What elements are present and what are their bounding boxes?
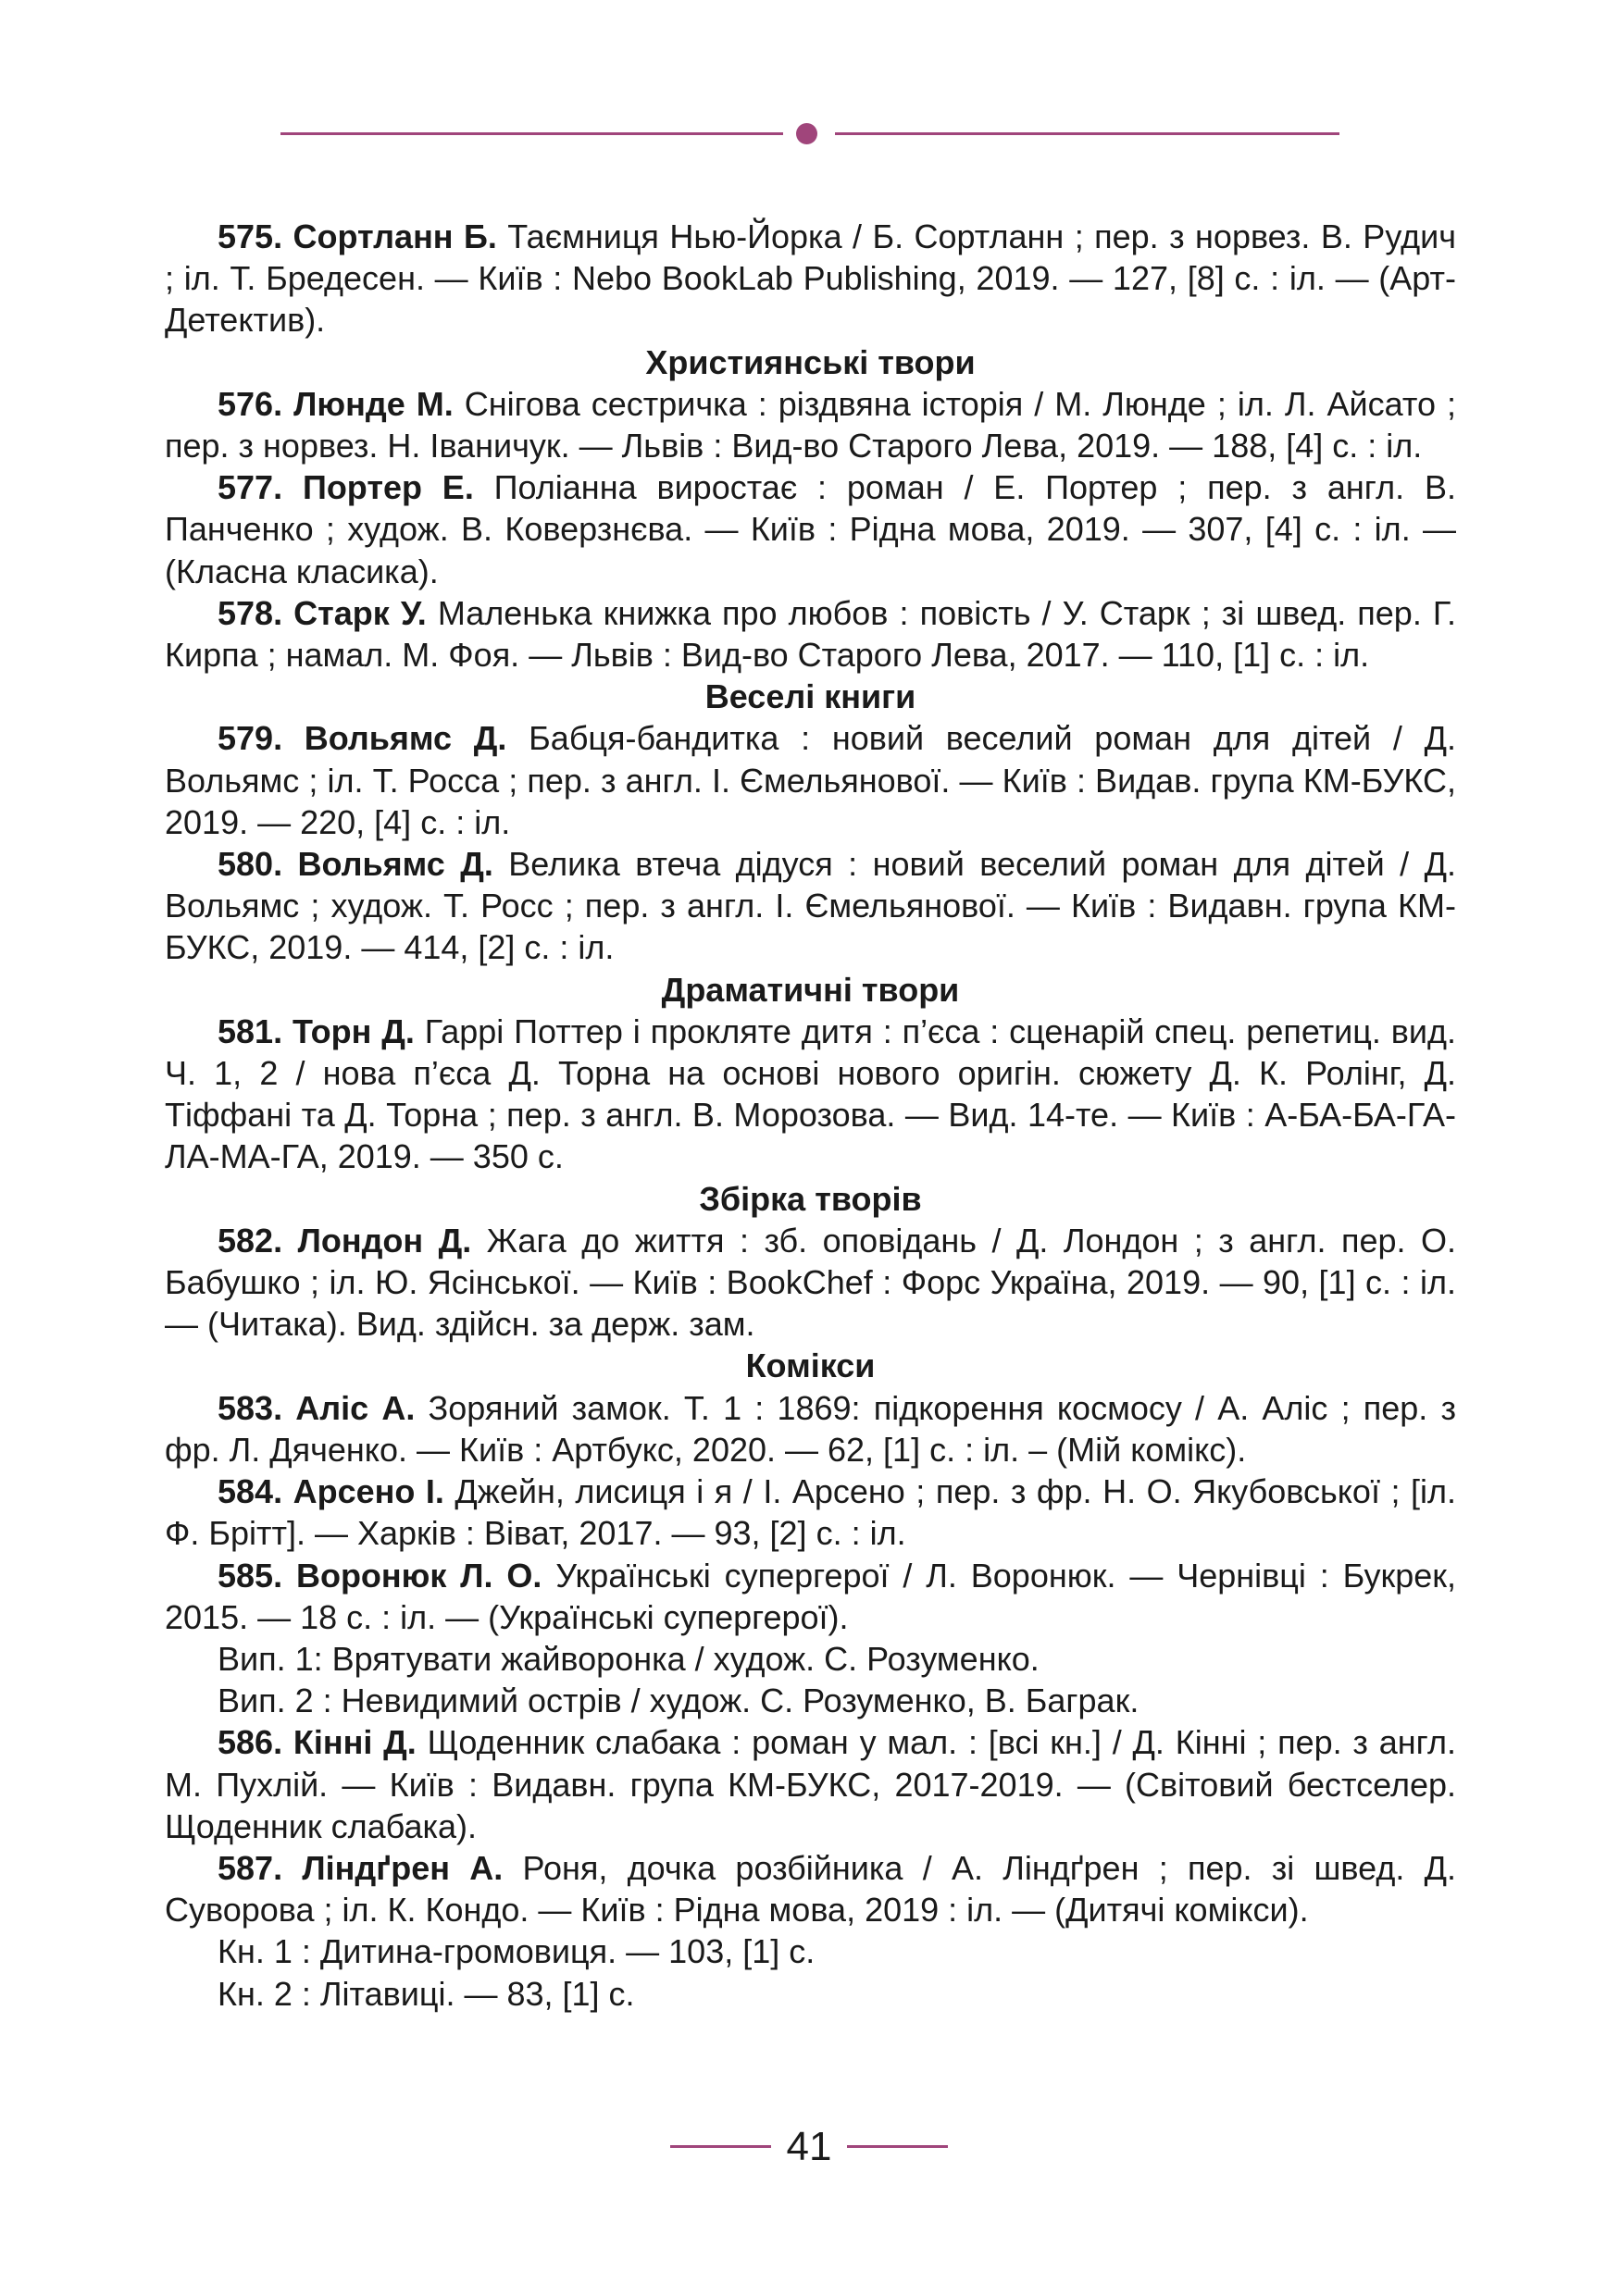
entry-author: Ліндґрен А.: [302, 1848, 504, 1887]
bibliography-entry: [165, 1721, 1456, 1847]
entry-author: Сортланн Б.: [293, 217, 497, 255]
entry-description: Снігова сестричка : різдвяна історія / М. Люнде ; іл. Л. Айсато ; пер. з норвез. Н. Іваничук. — Львів : Вид-во Старого Лева, 2019. — 188, [4] с. : іл.: [165, 384, 1457, 465]
volume-line: Кн. 2 : Літавиці. — 83, [1] с.: [218, 1974, 635, 2013]
section-heading: Християнські твори: [645, 342, 976, 381]
bibliography-entry: [165, 1471, 1456, 1554]
entry-number: 577.: [218, 468, 283, 507]
entry-number: 582.: [218, 1221, 283, 1260]
entry-number: 581.: [218, 1011, 283, 1050]
bibliography-entry: [165, 1555, 1456, 1638]
entry-description: Роня, дочка розбійника / А. Ліндґрен ; пер. зі швед. Д. Суворова ; іл. К. Кондо. — Київ : Рідна мова, 2019 : іл. — (Дитячі комікси).: [165, 1848, 1456, 1930]
entry-author: Портер Е.: [302, 468, 474, 507]
section-heading: Збірка творів: [699, 1179, 922, 1218]
entry-number: 575.: [218, 217, 283, 255]
entry-number: 584.: [218, 1472, 283, 1511]
entry-description: Бабця-бандитка : новий веселий роман для дітей / Д. Вольямс ; іл. Т. Росса ; пер. з англ. І. Ємельянової. — Київ : Видав. група КМ-БУКС, 2019. — 220, [4] с. : іл.: [165, 719, 1456, 841]
bibliography-entry: [165, 717, 1456, 843]
bibliography-entry: [165, 466, 1456, 592]
entry-author: Вольямс Д.: [304, 719, 507, 758]
entry-description: Гаррі Поттер і прокляте дитя : п’єса : сценарій спец. репетиц. вид. Ч. 1, 2 / нова п’єса Д. Торна на основі нового оригін. сюжету Д. К. Ролінг, Д. Тіффані та Д. Торна ; пер. з англ. В. Морозова. — Вид. 14-те. — Київ : А-БА-БА-ГА-ЛА-МА-ГА, 2019. — 350 с.: [165, 1011, 1456, 1176]
volume-line: Вип. 1: Врятувати жайворонка / худож. С. Розуменко.: [218, 1639, 1040, 1678]
bibliography-entry: [165, 383, 1456, 466]
top-ornament: [0, 120, 1619, 148]
entry-number: 576.: [218, 384, 283, 423]
entry-author: Старк У.: [293, 593, 427, 632]
page-footer: [0, 2119, 1619, 2175]
entry-author: Кінні Д.: [293, 1723, 417, 1762]
entry-author: Аліс А.: [295, 1388, 416, 1427]
bibliography-entry: [165, 592, 1456, 676]
bibliography-entry: [165, 1847, 1456, 1930]
section-heading: Драматичні твори: [661, 970, 960, 1009]
entry-description: Зоряний замок. Т. 1 : 1869: підкорення космосу / А. Аліс ; пер. з фр. Л. Дяченко. — Київ : Артбукс, 2020. — 62, [1] с. : іл. – (Мій комікс).: [165, 1388, 1456, 1469]
entry-description: Джейн, лисиця і я / І. Арсено ; пер. з фр. Н. О. Якубовської ; [іл. Ф. Брітт]. — Харків : Віват, 2017. — 93, [2] с. : іл.: [165, 1472, 1456, 1553]
entry-description: Поліанна виростає : роман / Е. Портер ; пер. з англ. В. Панченко ; худож. В. Коверзнєва. — Київ : Рідна мова, 2019. — 307, [4] с. : іл. — (Класна класика).: [165, 468, 1456, 590]
entry-author: Торн Д.: [292, 1011, 415, 1050]
volume-line: Кн. 1 : Дитина-громовиця. — 103, [1] с.: [218, 1932, 816, 1971]
entry-number: 586.: [218, 1723, 283, 1762]
ornament-line-left: [280, 132, 783, 135]
entry-number: 580.: [218, 845, 283, 884]
entry-description: Українські супергерої / Л. Воронюк. — Чернівці : Букрек, 2015. — 18 с. : іл. — (Українські супергерої).: [165, 1556, 1456, 1636]
footer-line-right: [847, 2145, 948, 2148]
bibliography-entry: [165, 1220, 1456, 1346]
entry-number: 583.: [218, 1388, 283, 1427]
bibliography-entry: [165, 216, 1456, 341]
entry-author: Лондон Д.: [297, 1221, 472, 1260]
section-heading: Комікси: [745, 1347, 876, 1385]
entry-author: Люнде М.: [293, 384, 454, 423]
volume-line: Вип. 2 : Невидимий острів / худож. С. Розуменко, В. Баграк.: [218, 1682, 1140, 1720]
entry-description: Щоденник слабака : роман у мал. : [всі кн.] / Д. Кінні ; пер. з англ. М. Пухлій. — Київ : Видавн. група КМ-БУКС, 2017-2019. — (Світовий бестселер. Щоденник слабака).: [165, 1723, 1456, 1845]
entry-author: Воронюк Л. О.: [295, 1556, 542, 1595]
entry-author: Вольямс Д.: [297, 845, 493, 884]
entry-description: Маленька книжка про любов : повість / У. Старк ; зі швед. пер. Г. Кирпа ; намал. М. Фоя. — Львів : Вид-во Старого Лева, 2017. — 110, [1] с. : іл.: [165, 593, 1456, 675]
bibliography-entry: [165, 843, 1456, 969]
entry-description: Таємниця Нью-Йорка / Б. Сортланн ; пер. з норвез. В. Рудич ; іл. Т. Бредесен. — Київ : Nebo BookLab Publishing, 2019. — 127, [8] с. : іл. — (Арт-Детектив).: [165, 217, 1456, 340]
page-number: 41: [786, 2124, 832, 2169]
entry-number: 587.: [218, 1848, 283, 1887]
entry-number: 585.: [218, 1556, 283, 1595]
ornament-line-right: [835, 132, 1339, 135]
entry-author: Арсено І.: [293, 1472, 444, 1511]
bibliography-entry: [165, 1387, 1456, 1471]
entry-number: 579.: [218, 719, 283, 758]
footer-line-left: [670, 2145, 771, 2148]
bibliography-entry: [165, 1011, 1456, 1178]
bibliography-list: [165, 216, 1456, 2015]
entry-description: Жага до життя : зб. оповідань / Д. Лондон ; з англ. пер. О. Бабушко ; іл. Ю. Ясінської. — Київ : BookChef : Форс Україна, 2019. — 90, [1] с. : іл. — (Читака). Вид. здійсн. за держ. зам.: [165, 1221, 1456, 1344]
entry-description: Велика втеча дідуся : новий веселий роман для дітей / Д. Вольямс ; худож. Т. Росс ; пер. з англ. І. Ємельянової. — Київ : Видавн. група КМ-БУКС, 2019. — 414, [2] с. : іл.: [165, 845, 1456, 967]
section-heading: Веселі книги: [704, 677, 916, 716]
entry-number: 578.: [218, 593, 283, 632]
ornament-dot: [796, 123, 817, 144]
